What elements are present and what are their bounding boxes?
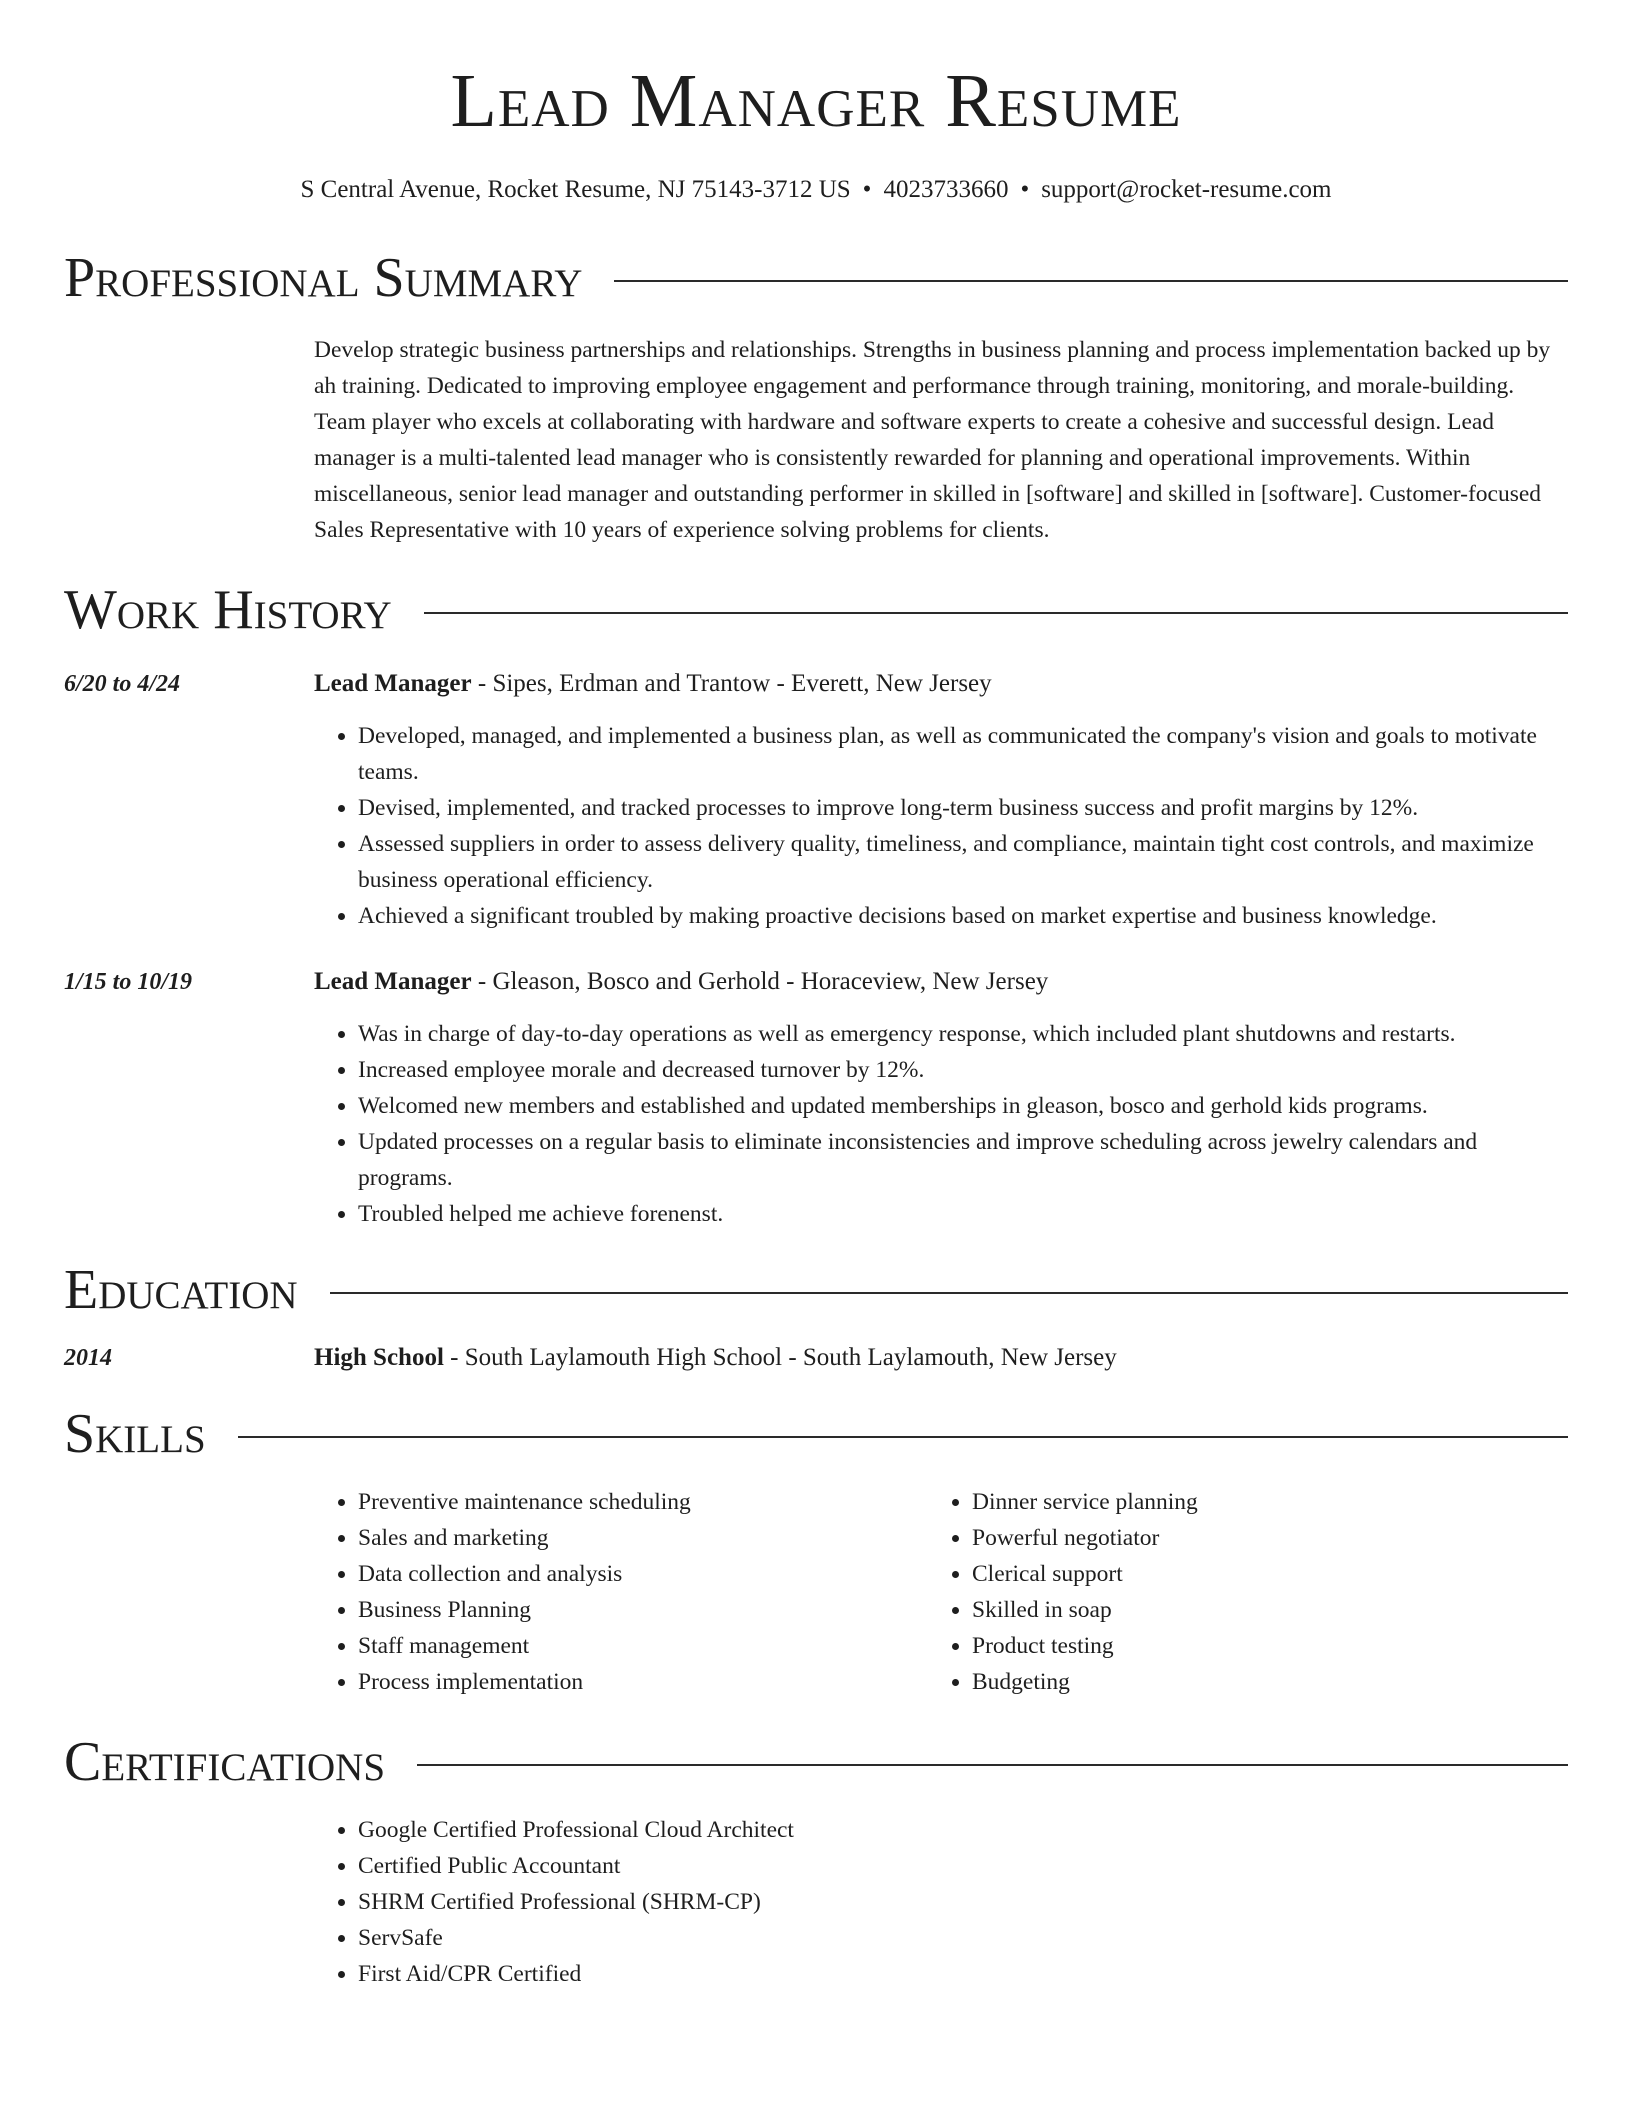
summary-heading: Professional Summary	[64, 247, 583, 309]
certifications-section-header	[64, 1730, 1568, 1794]
education-heading: Education	[64, 1259, 298, 1321]
certification-item: • Google Certified Professional Cloud Architect	[358, 1812, 1568, 1848]
contact-phone: 4023733660	[883, 176, 1009, 203]
skills-section-header	[64, 1402, 1568, 1466]
job-bullet: • Achieved a significant troubled by making proactive decisions based on market expertise and business knowledge.	[358, 898, 1568, 934]
job-bullet: • Welcomed new members and established and updated memberships in gleason, bosco and gerhold kids programs.	[358, 1088, 1568, 1124]
job-bullet: • Increased employee morale and decreased turnover by 12%.	[358, 1052, 1568, 1088]
skill-item: • Clerical support	[972, 1556, 1542, 1592]
job-entry	[64, 666, 1568, 934]
job-heading	[314, 964, 1048, 1000]
contact-separator: •	[862, 176, 872, 203]
skills-list-right	[928, 1484, 1542, 1700]
education-degree: High School	[314, 1344, 444, 1371]
work-section-header	[64, 578, 1568, 642]
job-heading	[314, 666, 992, 702]
job-bullet: • Was in charge of day-to-day operations as well as emergency response, which included plant shutdowns and restarts.	[358, 1016, 1568, 1052]
skill-item: • Data collection and analysis	[358, 1556, 928, 1592]
job-header	[64, 666, 1568, 702]
skill-item: • Staff management	[358, 1628, 928, 1664]
job-bullets	[314, 1016, 1568, 1232]
summary-text: Develop strategic business partnerships and relationships. Strengths in business planning and process implementation backed up by ah training. Dedicated to improving employee engagement and performance through training, monitoring, and morale-building. Team player who excels at collaborating with hardware and software experts to create a cohesive and successful design. Lead manager is a multi-talented lead manager who is consistently rewarded for planning and operational improvements. Within miscellaneous, senior lead manager and outstanding performer in skilled in [software] and skilled in [software]. Customer-focused Sales Representative with 10 years of experience solving problems for clients.	[314, 337, 1551, 543]
job-bullet: • Troubled helped me achieve forenenst.	[358, 1196, 1568, 1232]
certifications-list	[314, 1812, 1568, 1992]
certification-item: • Certified Public Accountant	[358, 1848, 1568, 1884]
contact-email: support@rocket-resume.com	[1041, 176, 1332, 203]
job-dates: 1/15 to 10/19	[64, 969, 193, 995]
job-entry	[64, 964, 1568, 1232]
certification-item: • First Aid/CPR Certified	[358, 1956, 1568, 1992]
contact-separator: •	[1020, 176, 1030, 203]
skill-item: • Sales and marketing	[358, 1520, 928, 1556]
section-divider	[238, 1436, 1568, 1438]
job-title: Lead Manager	[314, 968, 472, 995]
certifications-heading: Certifications	[64, 1731, 386, 1793]
job-bullet: • Assessed suppliers in order to assess delivery quality, timeliness, and compliance, maintain tight cost controls, and maximize business operational efficiency.	[358, 826, 1568, 898]
skills-list-left	[314, 1484, 928, 1700]
section-divider	[330, 1292, 1568, 1294]
education-section-header	[64, 1258, 1568, 1322]
skill-item: • Skilled in soap	[972, 1592, 1542, 1628]
summary-section-header	[64, 246, 1568, 310]
section-divider	[417, 1764, 1568, 1766]
job-details: - Gleason, Bosco and Gerhold - Horaceview, New Jersey	[471, 968, 1049, 995]
job-title: Lead Manager	[314, 670, 472, 697]
skills-columns	[314, 1484, 1568, 1700]
certification-item: • SHRM Certified Professional (SHRM-CP)	[358, 1884, 1568, 1920]
contact-address: S Central Avenue, Rocket Resume, NJ 75143-3712 US	[300, 176, 851, 203]
skill-item: • Dinner service planning	[972, 1484, 1542, 1520]
job-bullets	[314, 718, 1568, 934]
education-details: - South Laylamouth High School - South Laylamouth, New Jersey	[443, 1344, 1117, 1371]
skill-item: • Process implementation	[358, 1664, 928, 1700]
skill-item: • Budgeting	[972, 1664, 1542, 1700]
job-details: - Sipes, Erdman and Trantow - Everett, New Jersey	[471, 670, 992, 697]
skill-item: • Powerful negotiator	[972, 1520, 1542, 1556]
job-header	[64, 964, 1568, 1000]
job-bullet: • Devised, implemented, and tracked processes to improve long-term business success and profit margins by 12%.	[358, 790, 1568, 826]
certification-item: • ServSafe	[358, 1920, 1568, 1956]
work-heading: Work History	[64, 579, 392, 641]
job-bullet: • Developed, managed, and implemented a business plan, as well as communicated the company's vision and goals to motivate teams.	[358, 718, 1568, 790]
education-entry	[64, 1340, 1568, 1376]
skill-item: • Business Planning	[358, 1592, 928, 1628]
job-dates: 6/20 to 4/24	[64, 671, 181, 697]
skill-item: • Product testing	[972, 1628, 1542, 1664]
contact-line	[64, 174, 1568, 206]
education-year: 2014	[64, 1345, 112, 1371]
resume-title: Lead Manager Resume	[450, 59, 1182, 143]
education-heading-line	[314, 1340, 1117, 1376]
skills-heading: Skills	[64, 1403, 206, 1465]
section-divider	[614, 280, 1568, 282]
skill-item: • Preventive maintenance scheduling	[358, 1484, 928, 1520]
job-bullet: • Updated processes on a regular basis to eliminate inconsistencies and improve scheduling across jewelry calendars and programs.	[358, 1124, 1568, 1196]
section-divider	[424, 612, 1568, 614]
